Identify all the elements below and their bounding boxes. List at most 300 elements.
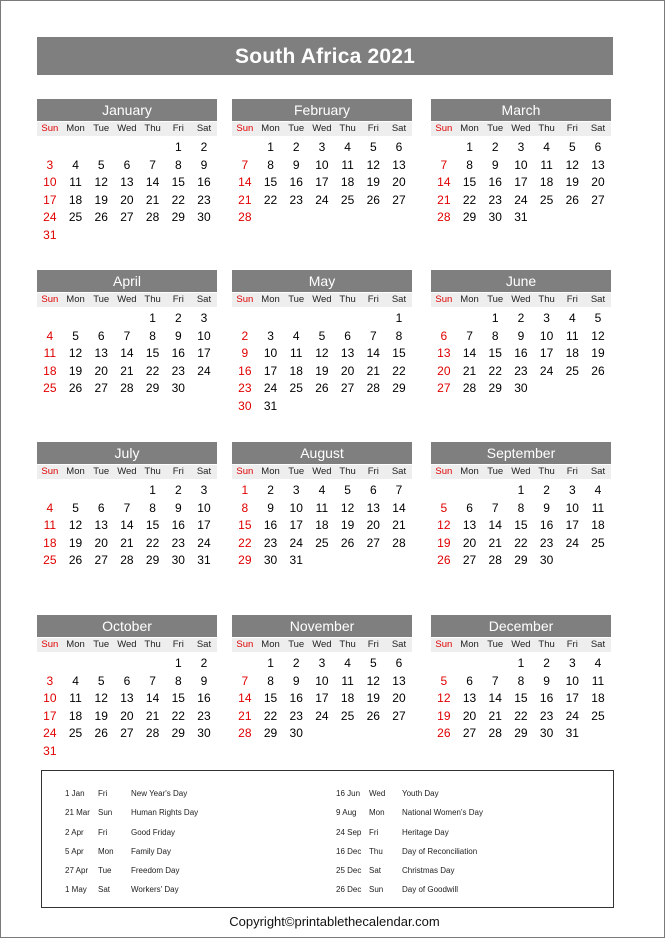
day-cell: 4 [594, 483, 602, 497]
day-cell: 25 [565, 363, 579, 378]
weekday-label: Tue [288, 294, 305, 305]
week-row [37, 535, 217, 553]
empty-cell [283, 398, 309, 416]
weekday-label: Wed [312, 123, 332, 134]
day-cell: 4 [344, 140, 351, 154]
day-cell: 29 [238, 553, 252, 568]
day-cell: 13 [392, 157, 406, 172]
weekday-label: Fri [367, 639, 379, 650]
day-cell: 8 [174, 673, 182, 688]
day-cell: 26 [68, 381, 83, 396]
month-name: January [37, 99, 217, 121]
day-cell: 26 [437, 726, 451, 741]
day-cell: 23 [171, 535, 185, 550]
day-cell: 20 [392, 175, 406, 190]
day-cell: 8 [466, 157, 473, 172]
day-cell: 15 [462, 175, 477, 190]
day-cell: 2 [491, 140, 499, 154]
empty-cell [191, 743, 217, 761]
week-row [232, 328, 412, 346]
weekday-header [232, 122, 412, 136]
week-row [431, 482, 611, 500]
weekday-header [431, 122, 611, 136]
day-cell: 26 [437, 553, 451, 568]
day-cell: 21 [238, 708, 252, 723]
day-cell: 30 [539, 553, 554, 568]
weekday-label: Sun [236, 294, 254, 305]
empty-cell [232, 139, 258, 157]
day-cell: 15 [263, 691, 278, 706]
weekday-label: Wed [312, 466, 332, 477]
month-name: September [431, 442, 611, 464]
holiday-date: 9 Aug [336, 808, 357, 818]
day-cell: 28 [437, 210, 451, 225]
day-cell: 27 [94, 381, 108, 396]
day-cell: 18 [565, 346, 579, 361]
day-grid [37, 655, 217, 761]
day-cell: 28 [392, 535, 406, 550]
day-cell: 1 [149, 483, 156, 497]
empty-cell [63, 743, 89, 761]
day-cell: 31 [43, 227, 57, 242]
empty-cell [534, 209, 560, 227]
week-row [232, 690, 412, 708]
day-cell: 6 [395, 140, 403, 154]
day-cell: 14 [462, 346, 477, 361]
day-cell: 27 [462, 553, 477, 568]
day-cell: 18 [591, 518, 605, 533]
day-cell: 30 [171, 553, 185, 568]
day-cell: 10 [43, 691, 57, 706]
week-row [37, 743, 217, 761]
holiday-date: 5 Apr [65, 846, 84, 856]
weekday-label: Sun [435, 123, 453, 134]
weekday-label: Thu [538, 294, 555, 305]
day-cell: 5 [440, 500, 448, 515]
day-cell: 28 [488, 726, 502, 741]
day-cell: 2 [543, 483, 550, 497]
holiday-name: Good Friday [131, 827, 176, 837]
empty-cell [232, 655, 258, 673]
day-cell: 11 [315, 500, 329, 515]
day-cell: 15 [238, 518, 252, 533]
holiday-weekday: Sun [369, 885, 384, 895]
weekday-label: Tue [288, 466, 305, 477]
day-cell: 3 [318, 140, 326, 154]
day-cell: 2 [543, 656, 550, 670]
week-row [431, 380, 611, 398]
weekday-label: Wed [511, 466, 531, 477]
week-row [232, 174, 412, 192]
day-cell: 20 [340, 363, 355, 378]
weekday-label: Wed [312, 294, 332, 305]
day-cell: 12 [366, 673, 380, 688]
day-cell: 2 [267, 483, 274, 497]
day-cell: 30 [197, 726, 211, 741]
weekday-label: Wed [117, 466, 137, 477]
week-row [431, 725, 611, 743]
weekday-label: Fri [566, 294, 578, 305]
empty-cell [63, 482, 89, 500]
week-row [37, 552, 217, 570]
day-cell: 30 [539, 726, 554, 741]
day-cell: 13 [392, 673, 406, 688]
week-row [232, 139, 412, 157]
day-cell: 11 [566, 328, 579, 343]
empty-cell [335, 552, 361, 570]
day-cell: 3 [267, 328, 274, 343]
day-cell: 15 [171, 691, 185, 706]
day-cell: 1 [395, 311, 403, 325]
day-cell: 16 [488, 175, 502, 190]
day-cell: 30 [171, 381, 185, 396]
week-row [232, 725, 412, 743]
day-cell: 10 [565, 673, 579, 688]
day-cell: 24 [197, 535, 211, 550]
day-grid [37, 482, 217, 570]
day-cell: 22 [514, 535, 528, 550]
day-cell: 1 [174, 656, 182, 670]
day-cell: 19 [68, 363, 83, 378]
day-cell: 24 [43, 726, 57, 741]
page-title: South Africa 2021 [37, 37, 613, 75]
day-cell: 11 [69, 175, 82, 190]
day-cell: 11 [43, 346, 57, 361]
day-cell: 13 [591, 157, 605, 172]
holiday-name: Workers' Day [131, 885, 179, 895]
day-cell: 7 [440, 157, 448, 172]
day-cell: 5 [568, 140, 576, 154]
day-cell: 22 [514, 708, 528, 723]
day-cell: 21 [488, 708, 502, 723]
week-row [431, 328, 611, 346]
day-cell: 24 [565, 708, 579, 723]
day-cell: 29 [488, 381, 502, 396]
day-cell: 28 [238, 726, 252, 741]
day-cell: 22 [171, 192, 185, 207]
day-cell: 27 [94, 553, 108, 568]
day-cell: 18 [539, 175, 554, 190]
day-cell: 27 [366, 535, 380, 550]
weekday-label: Sun [236, 466, 254, 477]
day-cell: 20 [94, 363, 108, 378]
empty-cell [585, 725, 611, 743]
week-row [232, 673, 412, 691]
day-cell: 28 [488, 553, 502, 568]
holiday-name: Family Day [131, 846, 172, 856]
day-cell: 4 [318, 483, 326, 497]
day-cell: 1 [267, 656, 274, 670]
week-row [431, 157, 611, 175]
week-row [232, 157, 412, 175]
day-cell: 24 [514, 192, 528, 207]
day-cell: 17 [539, 346, 554, 361]
empty-cell [88, 482, 114, 500]
empty-cell [37, 310, 63, 328]
day-cell: 26 [366, 708, 380, 723]
day-cell: 8 [517, 673, 525, 688]
month-name: April [37, 270, 217, 292]
holiday-weekday: Sat [369, 866, 382, 876]
weekday-label: Sat [590, 639, 606, 650]
weekday-label: Mon [66, 466, 85, 477]
day-cell: 14 [238, 691, 252, 706]
day-cell: 20 [94, 535, 108, 550]
day-cell: 9 [200, 157, 208, 172]
day-cell: 8 [491, 328, 499, 343]
day-cell: 25 [68, 726, 83, 741]
day-cell: 1 [267, 140, 274, 154]
day-cell: 18 [315, 518, 329, 533]
holiday-name: New Year's Day [131, 789, 188, 798]
weekday-label: Fri [566, 466, 578, 477]
day-cell: 9 [292, 673, 300, 688]
day-cell: 19 [366, 175, 380, 190]
empty-cell [140, 743, 166, 761]
week-row [37, 345, 217, 363]
month-april [37, 270, 217, 398]
day-cell: 3 [46, 157, 54, 172]
week-row [431, 673, 611, 691]
holiday-list [41, 770, 614, 908]
day-cell: 17 [514, 175, 528, 190]
day-cell: 11 [43, 518, 57, 533]
day-cell: 28 [366, 381, 380, 396]
day-cell: 21 [437, 192, 451, 207]
day-cell: 7 [149, 157, 156, 172]
holiday-date: 26 Dec [336, 885, 362, 895]
day-cell: 30 [263, 553, 278, 568]
week-row [37, 380, 217, 398]
day-cell: 9 [543, 500, 550, 515]
holiday-weekday: Wed [369, 789, 386, 798]
empty-cell [360, 310, 386, 328]
week-row [431, 310, 611, 328]
weekday-label: Thu [144, 123, 161, 134]
day-cell: 18 [340, 691, 355, 706]
holiday-weekday: Mon [98, 846, 114, 856]
day-cell: 27 [120, 210, 134, 225]
day-cell: 7 [395, 483, 403, 497]
day-cell: 10 [514, 157, 528, 172]
empty-cell [482, 482, 508, 500]
weekday-label: Sun [435, 294, 453, 305]
day-cell: 10 [315, 673, 329, 688]
day-cell: 22 [171, 708, 185, 723]
empty-cell [335, 209, 361, 227]
day-cell: 29 [514, 553, 528, 568]
day-cell: 17 [43, 192, 57, 207]
day-cell: 20 [462, 708, 477, 723]
day-cell: 13 [120, 691, 134, 706]
weekday-label: Mon [66, 294, 85, 305]
day-grid [232, 482, 412, 570]
day-cell: 16 [289, 175, 303, 190]
weekday-label: Sat [391, 466, 407, 477]
day-cell: 14 [145, 691, 160, 706]
day-cell: 20 [437, 363, 451, 378]
day-cell: 25 [340, 708, 355, 723]
day-cell: 3 [568, 656, 576, 670]
day-cell: 1 [241, 483, 249, 497]
week-row [37, 655, 217, 673]
month-name: July [37, 442, 217, 464]
day-cell: 11 [540, 157, 553, 172]
empty-cell [360, 552, 386, 570]
day-cell: 6 [594, 140, 602, 154]
day-cell: 14 [120, 518, 134, 533]
day-cell: 13 [437, 346, 451, 361]
month-name: November [232, 615, 412, 637]
weekday-label: Sun [41, 639, 59, 650]
week-row [232, 398, 412, 416]
weekday-label: Sun [435, 466, 453, 477]
day-grid [37, 310, 217, 398]
day-cell: 28 [462, 381, 477, 396]
day-cell: 26 [565, 192, 579, 207]
day-cell: 28 [120, 381, 134, 396]
day-cell: 31 [263, 398, 278, 413]
weekday-label: Tue [93, 466, 110, 477]
day-cell: 5 [97, 157, 105, 172]
day-cell: 14 [488, 691, 502, 706]
day-cell: 16 [539, 691, 554, 706]
day-cell: 19 [340, 518, 355, 533]
day-cell: 18 [43, 535, 57, 550]
day-cell: 27 [392, 192, 406, 207]
day-cell: 23 [539, 708, 554, 723]
empty-cell [386, 552, 412, 570]
weekday-label: Thu [538, 639, 555, 650]
day-cell: 2 [174, 311, 182, 325]
day-cell: 2 [200, 140, 208, 154]
day-cell: 9 [200, 673, 208, 688]
weekday-label: Sat [391, 123, 407, 134]
weekday-label: Mon [261, 466, 280, 477]
day-cell: 28 [120, 553, 134, 568]
day-cell: 8 [517, 500, 525, 515]
day-grid [431, 482, 611, 570]
day-cell: 23 [197, 708, 211, 723]
day-cell: 8 [241, 500, 249, 515]
day-cell: 21 [488, 535, 502, 550]
day-cell: 15 [145, 346, 160, 361]
empty-cell [191, 227, 217, 245]
holiday-date: 2 Apr [65, 827, 84, 837]
empty-cell [63, 655, 89, 673]
weekday-label: Wed [511, 639, 531, 650]
empty-cell [191, 380, 217, 398]
day-cell: 20 [392, 691, 406, 706]
day-cell: 7 [241, 673, 249, 688]
day-cell: 31 [43, 743, 57, 758]
week-row [232, 380, 412, 398]
day-cell: 21 [366, 363, 380, 378]
empty-cell [309, 725, 335, 743]
day-cell: 5 [369, 656, 377, 670]
month-name: May [232, 270, 412, 292]
weekday-label: Mon [261, 294, 280, 305]
day-cell: 4 [46, 500, 54, 515]
empty-cell [37, 482, 63, 500]
day-cell: 12 [366, 157, 380, 172]
month-january [37, 99, 217, 245]
day-cell: 12 [68, 518, 83, 533]
day-cell: 19 [94, 708, 108, 723]
day-cell: 30 [289, 726, 303, 741]
empty-cell [88, 310, 114, 328]
holiday-name: National Women's Day [402, 808, 483, 818]
day-cell: 31 [289, 553, 303, 568]
day-cell: 4 [72, 673, 79, 688]
day-cell: 3 [46, 673, 54, 688]
day-cell: 13 [366, 500, 380, 515]
day-cell: 11 [341, 673, 354, 688]
day-cell: 22 [263, 708, 278, 723]
day-cell: 5 [369, 140, 377, 154]
empty-cell [37, 655, 63, 673]
day-cell: 1 [466, 140, 473, 154]
empty-cell [258, 209, 284, 227]
day-cell: 13 [462, 691, 477, 706]
day-cell: 6 [123, 157, 131, 172]
holiday-date: 24 Sep [336, 827, 362, 837]
day-cell: 31 [565, 726, 579, 741]
month-june [431, 270, 611, 398]
week-row [37, 673, 217, 691]
day-cell: 14 [145, 175, 160, 190]
day-cell: 31 [197, 553, 211, 568]
day-cell: 15 [488, 346, 502, 361]
holiday-weekday: Fri [369, 827, 379, 837]
month-name: December [431, 615, 611, 637]
empty-cell [457, 310, 483, 328]
day-cell: 2 [174, 483, 182, 497]
day-grid [431, 655, 611, 743]
empty-cell [559, 380, 585, 398]
holiday-date: 16 Jun [336, 789, 361, 798]
day-cell: 24 [565, 535, 579, 550]
day-cell: 12 [340, 500, 355, 515]
empty-cell [431, 482, 457, 500]
weekday-label: Mon [460, 639, 479, 650]
day-cell: 9 [174, 500, 182, 515]
day-cell: 29 [392, 381, 406, 396]
day-cell: 3 [200, 311, 208, 325]
day-cell: 27 [120, 726, 134, 741]
day-cell: 12 [437, 518, 451, 533]
day-cell: 27 [437, 381, 451, 396]
day-cell: 5 [344, 483, 351, 497]
weekday-label: Fri [172, 123, 184, 134]
day-cell: 7 [491, 673, 499, 688]
day-cell: 1 [517, 483, 525, 497]
day-cell: 13 [94, 518, 108, 533]
month-december [431, 615, 611, 743]
week-row [232, 310, 412, 328]
weekday-label: Sun [236, 639, 254, 650]
week-row [431, 552, 611, 570]
holiday-date: 1 Jan [65, 789, 85, 798]
day-cell: 15 [514, 518, 528, 533]
day-cell: 17 [315, 691, 329, 706]
month-name: February [232, 99, 412, 121]
week-row [37, 725, 217, 743]
day-cell: 22 [488, 363, 502, 378]
day-cell: 14 [238, 175, 252, 190]
day-cell: 2 [517, 311, 525, 325]
day-cell: 26 [315, 381, 329, 396]
